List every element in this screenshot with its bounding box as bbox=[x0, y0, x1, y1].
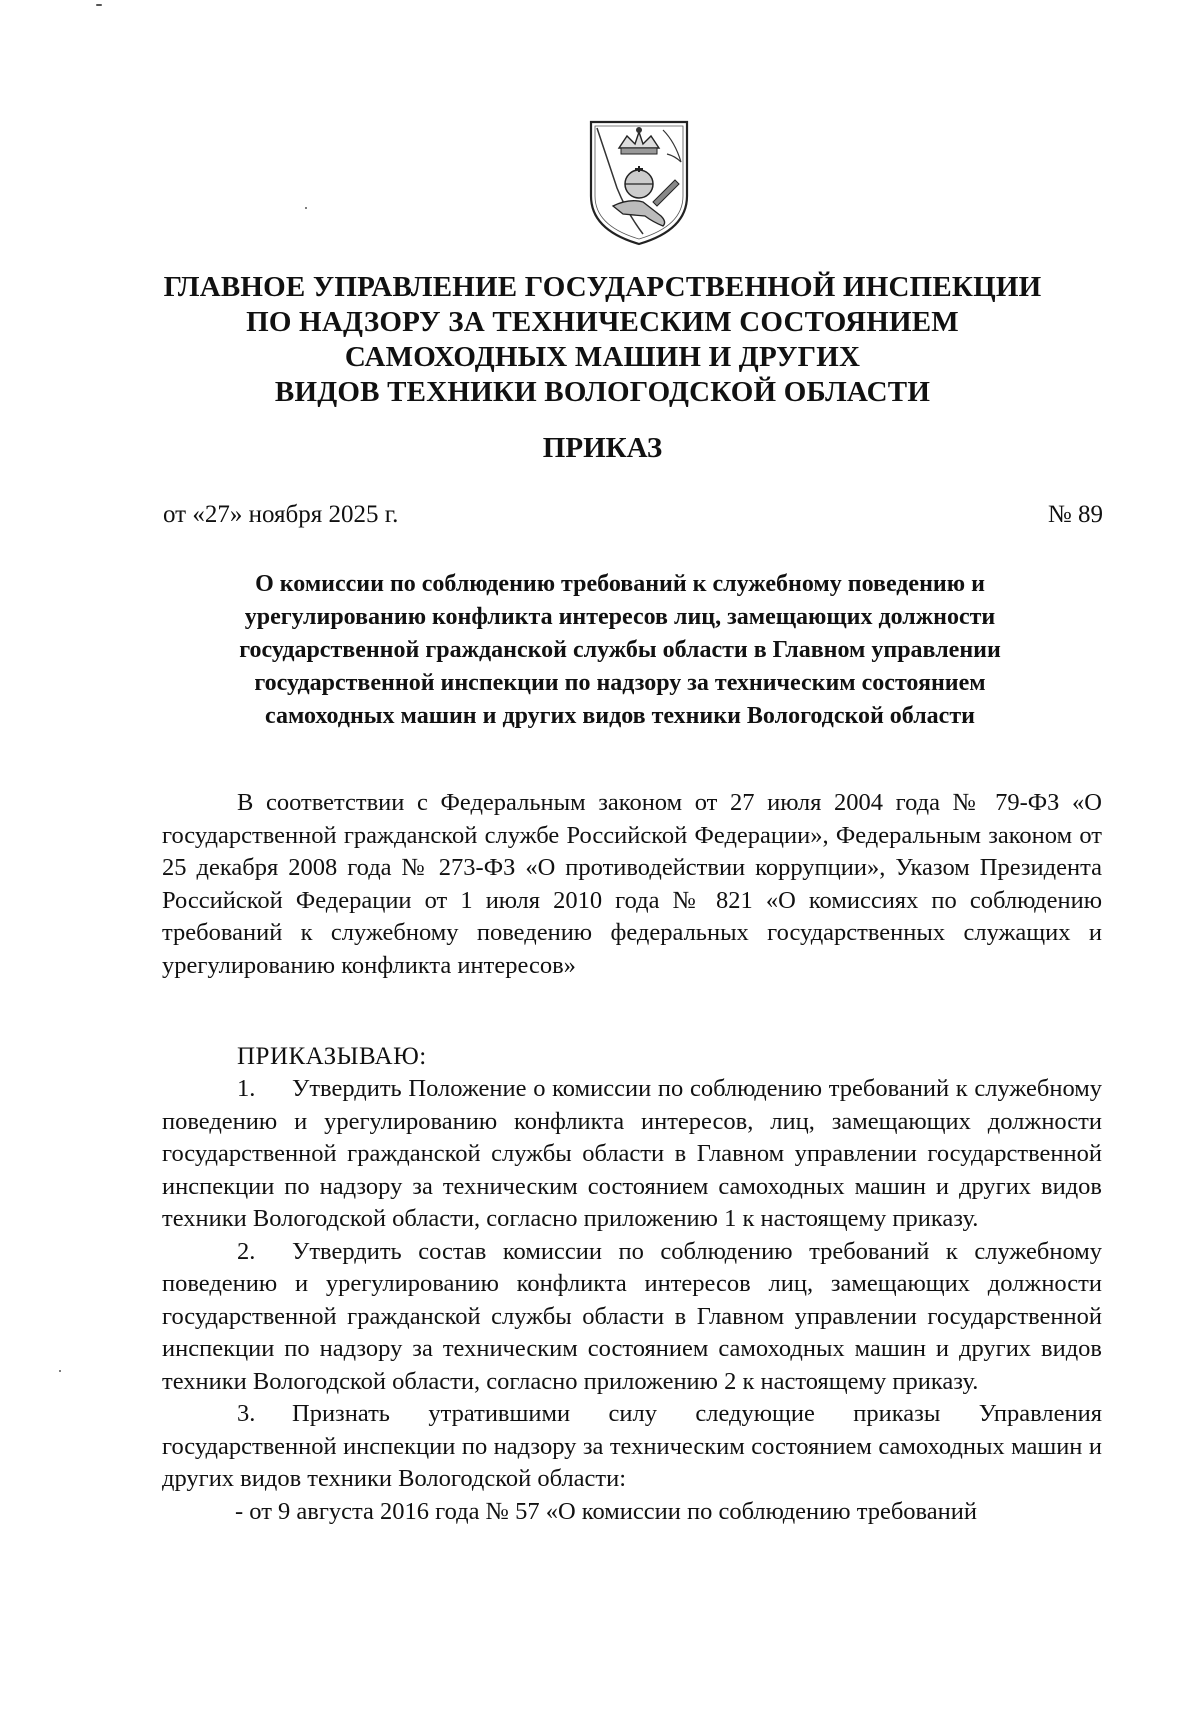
subject-line-5: самоходных машин и других видов техники Вологодской области bbox=[265, 703, 975, 729]
order-item bbox=[162, 1236, 1102, 1399]
item-text: Признать утратившими силу следующие приказы Управления государственной инспекции по надзору за техническим состоянием самоходных машин и других видов техники Вологодской области: bbox=[162, 1400, 1102, 1492]
item-number: 3. bbox=[237, 1400, 256, 1427]
organization-title bbox=[150, 270, 1055, 410]
scan-speck bbox=[96, 4, 102, 6]
item-text: Утвердить Положение о комиссии по соблюдению требований к служебному поведению и урегулированию конфликта интересов, лиц, замещающих должности государственной гражданской службы области в Главном управлении государственной инспекции по надзору за техническим состоянием самоходных машин и других видов техники Вологодской области, согласно приложению 1 к настоящему приказу. bbox=[162, 1075, 1102, 1232]
order-number: № 89 bbox=[1047, 501, 1103, 528]
subject-line-3: государственной гражданской службы области в Главном управлении bbox=[239, 637, 1001, 663]
order-date: от «27» ноября 2025 г. bbox=[163, 501, 399, 528]
order-subject bbox=[150, 568, 1090, 733]
subject-line-2: урегулированию конфликта интересов лиц, замещающих должности bbox=[244, 604, 996, 630]
item-text: Утвердить состав комиссии по соблюдению требований к служебному поведению и урегулированию конфликта интересов лиц, замещающих должности государственной гражданской службы области в Главном управлении государственной инспекции по надзору за техническим состоянием самоходных машин и других видов техники Вологодской области, согласно приложению 2 к настоящему приказу. bbox=[162, 1237, 1102, 1395]
org-title-line-2: ПО НАДЗОРУ ЗА ТЕХНИЧЕСКИМ СОСТОЯНИЕМ bbox=[246, 306, 959, 338]
org-title-line-1: ГЛАВНОЕ УПРАВЛЕНИЕ ГОСУДАРСТВЕННОЙ ИНСПЕКЦИИ bbox=[163, 271, 1042, 303]
org-title-line-3: САМОХОДНЫХ МАШИН И ДРУГИХ bbox=[344, 341, 861, 373]
document-type-heading: ПРИКАЗ bbox=[542, 432, 663, 464]
subject-line-1: О комиссии по соблюдению требований к служебному поведению и bbox=[255, 571, 985, 597]
org-title-line-4: ВИДОВ ТЕХНИКИ ВОЛОГОДСКОЙ ОБЛАСТИ bbox=[274, 376, 931, 408]
repealed-order-item: - от 9 августа 2016 года № 57 «О комиссии по соблюдению требований bbox=[235, 1497, 977, 1525]
vologda-coat-of-arms-icon bbox=[583, 118, 695, 248]
scan-speck bbox=[305, 207, 307, 209]
order-item bbox=[162, 1398, 1102, 1496]
item-number: 2. bbox=[237, 1237, 256, 1265]
preamble-paragraph: В соответствии с Федеральным законом от 27 июля 2004 года № 79-ФЗ «О государственной гражданской службе Российской Федерации», Федеральным законом от 25 декабря 2008 года № 273-ФЗ «О противодействии коррупции», Указом Президента Российской Федерации от 1 июля 2010 года № 821 «О комиссиях по соблюдению требований к служебному поведению федеральных государственных служащих и урегулированию конфликта интересов» bbox=[162, 789, 1102, 979]
order-item bbox=[162, 1073, 1102, 1236]
item-number: 1. bbox=[237, 1075, 256, 1102]
scan-speck bbox=[59, 1370, 61, 1372]
preamble-block bbox=[162, 787, 1102, 982]
order-items bbox=[162, 1073, 1102, 1528]
subject-line-4: государственной инспекции по надзору за техническим состоянием bbox=[254, 670, 986, 696]
order-word: ПРИКАЗЫВАЮ: bbox=[237, 1043, 427, 1070]
